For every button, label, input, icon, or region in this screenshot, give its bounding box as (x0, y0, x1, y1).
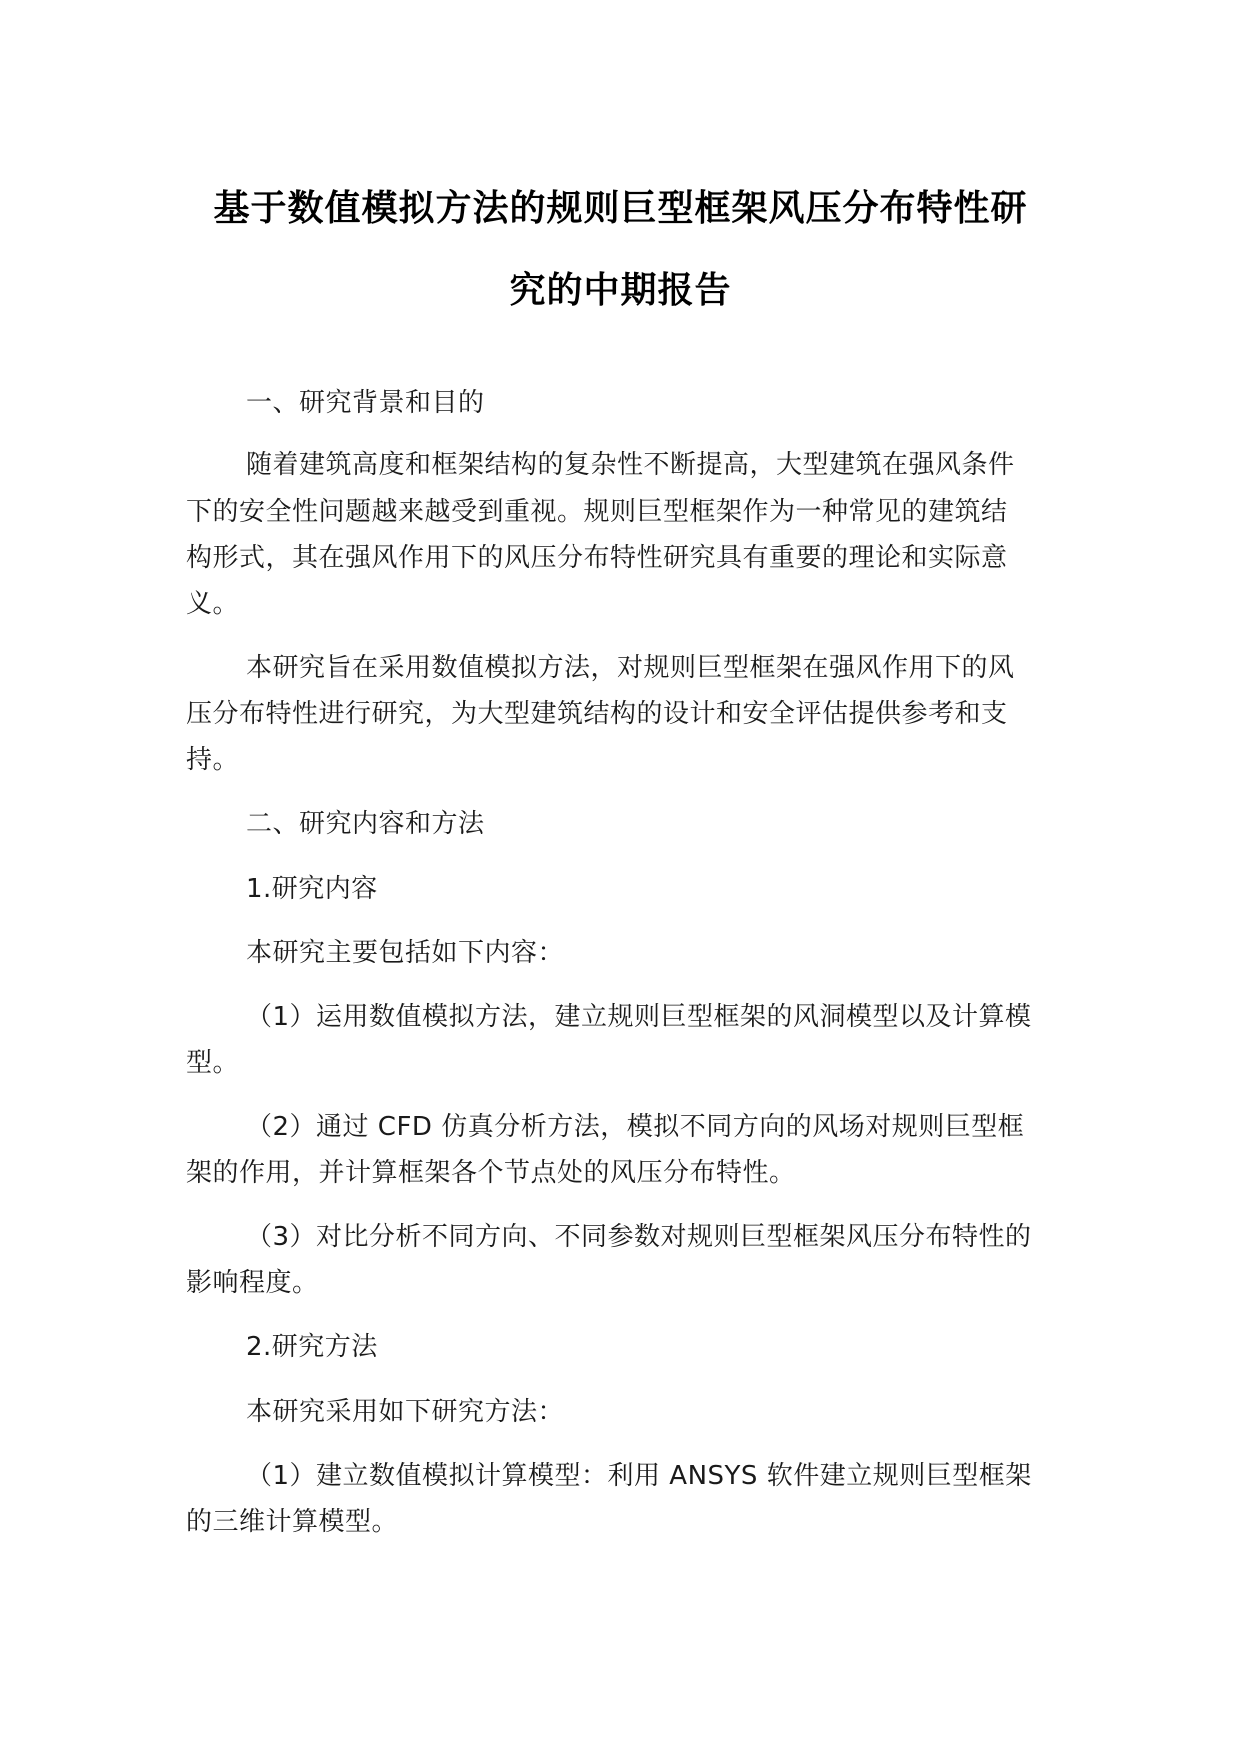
content-item-3-line-2: 影响程度。 (186, 1268, 319, 1298)
content-intro: 本研究主要包括如下内容： (246, 938, 565, 968)
paragraph-2-line-1: 本研究旨在采用数值模拟方法，对规则巨型框架在强风作用下的风 (246, 653, 1015, 683)
paragraph-2-line-2: 压分布特性进行研究，为大型建筑结构的设计和安全评估提供参考和支 (186, 699, 1008, 729)
paragraph-2-line-3: 持。 (186, 745, 240, 775)
content-item-3-line-1: （3）对比分析不同方向、不同参数对规则巨型框架风压分布特性的 (246, 1222, 1032, 1252)
paragraph-1-line-2: 下的安全性问题越来越受到重视。规则巨型框架作为一种常见的建筑结 (186, 497, 1008, 527)
document-title-line-2: 究的中期报告 (509, 270, 732, 311)
subheading-research-content: 1.研究内容 (246, 874, 378, 904)
content-item-1-line-1: （1）运用数值模拟方法，建立规则巨型框架的风洞模型以及计算模 (246, 1002, 1032, 1032)
paragraph-1-line-1: 随着建筑高度和框架结构的复杂性不断提高，大型建筑在强风条件 (246, 450, 1015, 480)
content-item-2-line-1: （2）通过 CFD 仿真分析方法，模拟不同方向的风场对规则巨型框 (246, 1112, 1025, 1142)
content-item-1-line-2: 型。 (186, 1048, 240, 1078)
methods-intro: 本研究采用如下研究方法： (246, 1397, 565, 1427)
section-heading-background: 一、研究背景和目的 (246, 388, 485, 418)
methods-item-1-line-2: 的三维计算模型。 (186, 1507, 399, 1537)
methods-item-1-line-1: （1）建立数值模拟计算模型：利用 ANSYS 软件建立规则巨型框架 (246, 1461, 1032, 1491)
content-item-2-line-2: 架的作用，并计算框架各个节点处的风压分布特性。 (186, 1158, 796, 1188)
document-title-line-1: 基于数值模拟方法的规则巨型框架风压分布特性研 (213, 188, 1028, 229)
paragraph-1-line-3: 构形式，其在强风作用下的风压分布特性研究具有重要的理论和实际意 (186, 543, 1008, 573)
section-heading-content-methods: 二、研究内容和方法 (246, 809, 485, 839)
paragraph-1-line-4: 义。 (186, 589, 240, 619)
subheading-research-methods: 2.研究方法 (246, 1332, 378, 1362)
